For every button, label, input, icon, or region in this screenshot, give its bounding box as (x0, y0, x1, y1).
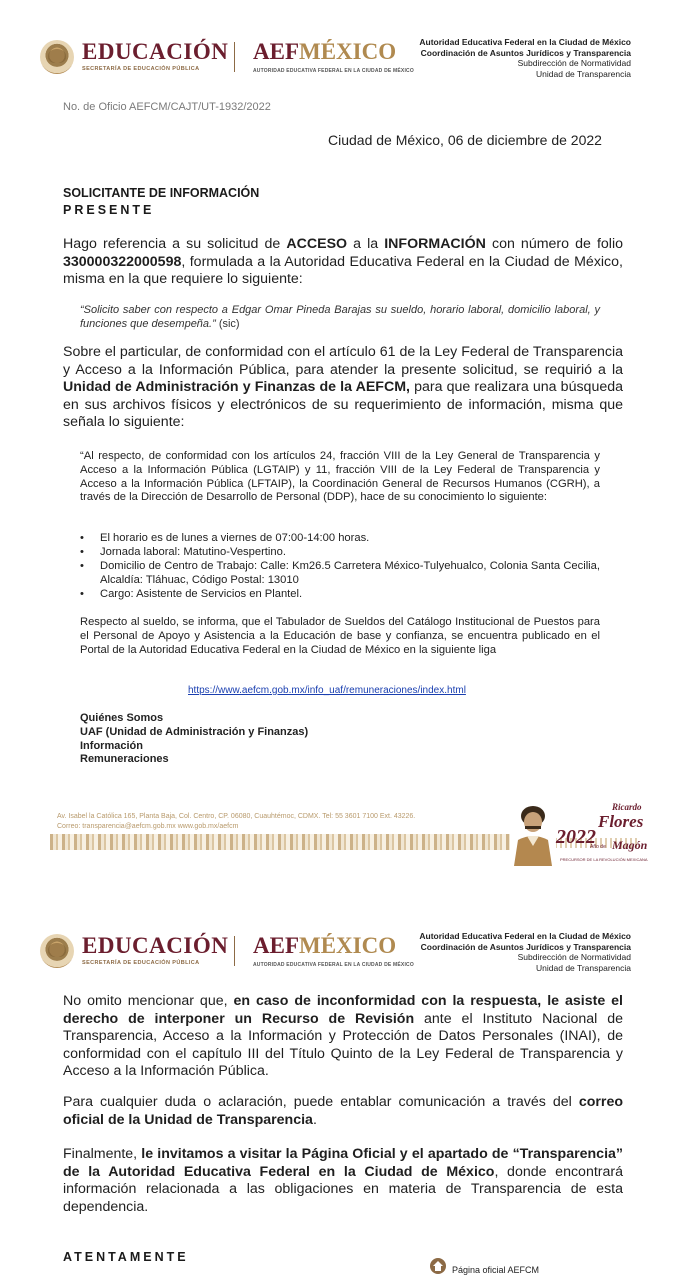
government-seal-icon (40, 40, 74, 74)
paragraph-pagina-oficial: Finalmente, le invitamos a visitar la Página Oficial y el apartado de “Transparencia” de la Autoridad Educativa Federal en la Ciudad de México, donde encontrará información relacionada a las obligaciones en materia de Transparencia de esta dependencia. (63, 1146, 624, 1215)
oficio-number: No. de Oficio AEFCM/CAJT/UT-1932/2022 (63, 101, 271, 113)
presente-line: PRESENTE (63, 203, 155, 217)
brand-educacion: EDUCACIÓN (82, 933, 229, 958)
brand-aefmexico: AEFMÉXICO (253, 39, 397, 64)
government-seal-icon (40, 934, 74, 968)
response-bullets (80, 531, 600, 601)
list-item: • Cargo: Asistente de Servicios en Plantel. (80, 587, 600, 601)
aef-subtitle: AUTORIDAD EDUCATIVA FEDERAL EN LA CIUDAD DE MÉXICO (253, 68, 414, 74)
paragraph-particular: Sobre el particular, de conformidad con el artículo 61 de la Ley Federal de Transparencia y Acceso a la Información Pública, para atender la presente solicitud, se requirió a la Unidad de Administración y Finanzas de la AEFCM, para que realizara una búsqueda en sus archivos físicos y electrónicos de su requerimiento de información, misma que señala lo siguiente: (63, 344, 623, 430)
anio-de-label: Año de (590, 844, 606, 850)
list-item: • Jornada laboral: Matutino-Vespertino. (80, 545, 600, 559)
aef-subtitle: AUTORIDAD EDUCATIVA FEDERAL EN LA CIUDAD DE MÉXICO (253, 962, 414, 968)
page-gap (0, 880, 691, 926)
nav-path-item: Remuneraciones (80, 753, 169, 766)
paragraph-dudas: Para cualquier duda o aclaración, puede entablar comunicación a través del correo oficial de la Unidad de Transparencia. (63, 1094, 623, 1128)
recipient-line: SOLICITANTE DE INFORMACIÓN (63, 186, 260, 200)
list-item: • El horario es de lunes a viernes de 07:00-14:00 horas. (80, 531, 600, 545)
brand-aefmexico: AEFMÉXICO (253, 933, 397, 958)
nav-path-item: Información (80, 739, 143, 752)
brand-educacion: EDUCACIÓN (82, 39, 229, 64)
header-divider (234, 42, 235, 72)
document-date: Ciudad de México, 06 de diciembre de 2022 (328, 132, 602, 148)
home-icon[interactable] (430, 1258, 446, 1274)
remuneraciones-link[interactable]: https://www.aefcm.gob.mx/info_uaf/remuneraciones/index.html (188, 685, 466, 696)
footer-greca-pattern (50, 834, 510, 850)
magon-label: Magón (612, 838, 648, 852)
precursor-label: PRECURSOR DE LA REVOLUCIÓN MEXICANA (560, 857, 648, 862)
nav-path-item: Quiénes Somos (80, 712, 164, 724)
recipient-block (63, 185, 259, 219)
letterhead-page-2 (0, 926, 691, 986)
closing-atentamente: ATENTAMENTE (63, 1250, 189, 1264)
response-intro: “Al respecto, de conformidad con los artículos 24, fracción VIII de la Ley General de Transparencia y Acceso a la Información Pública (LGTAIP) y 11, fracción VIII de la Ley Federal de Transparencia y Acceso a la Información Pública (LFTAIP), la Coordinación General de Recursos Humanos (CGRH), a través de la Dirección de Desarrollo de Personal (DDP), hace de su conocimiento lo siguiente: (80, 450, 600, 504)
flores-label: Flores (598, 812, 644, 831)
list-item: • Domicilio de Centro de Trabajo: Calle: Km26.5 Carretera México-Tulyehualco, Colonia Santa Cecilia, Alcaldía: Tláhuac, Código Postal: 13010 (80, 559, 600, 587)
nav-path-item: UAF (Unidad de Administración y Finanzas) (80, 725, 309, 738)
pagina-oficial-link[interactable]: Página oficial AEFCM (452, 1265, 540, 1275)
navigation-path (80, 712, 308, 767)
request-quote: “Solicito saber con respecto a Edgar Omar Pineda Barajas su sueldo, horario laboral, domicilio laboral, y funciones que desempeña.” (sic) (80, 304, 600, 330)
footer-address: Av. Isabel la Católica 165, Planta Baja, Col. Centro, CP. 06080, Cuauhtémoc, CDMX. Tel: 55 3601 7100 Ext. 43226. Correo: transparencia@aefcm.gob.mx www.gob.mx/aefcm (57, 813, 416, 830)
sueldo-paragraph: Respecto al sueldo, se informa, que el Tabulador de Sueldos del Catálogo Institucional de Puestos para el Personal de Apoyo y Asistencia a la Educación de base y confianza, se encuentra publicado en el Portal de la Autoridad Educativa Federal en la Ciudad de México en la siguiente liga (80, 616, 600, 656)
brand-subtitle: SECRETARÍA DE EDUCACIÓN PÚBLICA (82, 960, 200, 966)
letterhead-page-1 (0, 32, 691, 92)
brand-subtitle: SECRETARÍA DE EDUCACIÓN PÚBLICA (82, 66, 200, 72)
paragraph-solicitud: Hago referencia a su solicitud de ACCESO a la INFORMACIÓN con número de folio 330000322000598, formulada a la Autoridad Educativa Federal en la Ciudad de México, misma en la que requiere lo siguiente: (63, 236, 623, 287)
flores-magon-portrait-icon (510, 802, 556, 866)
header-divider (234, 936, 235, 966)
header-institution-lines: Autoridad Educativa Federal en la Ciudad de México Coordinación de Asuntos Jurídicos y Transparencia Subdirección de Normatividad Unidad de Transparencia (419, 37, 631, 79)
year-logo: 2022 (556, 826, 596, 848)
header-institution-lines: Autoridad Educativa Federal en la Ciudad de México Coordinación de Asuntos Jurídicos y Transparencia Subdirección de Normatividad Unidad de Transparencia (419, 931, 631, 973)
ricardo-label: Ricardo (612, 802, 642, 812)
paragraph-recurso-revision: No omito mencionar que, en caso de inconformidad con la respuesta, le asiste el derecho de interponer un Recurso de Revisión ante el Instituto Nacional de Transparencia, Acceso a la Información y Protección de Datos Personales (INAI), de conformidad con el capítulo III del Título Quinto de la Ley Federal de Transparencia y Acceso a la Información Pública. (63, 993, 624, 1079)
